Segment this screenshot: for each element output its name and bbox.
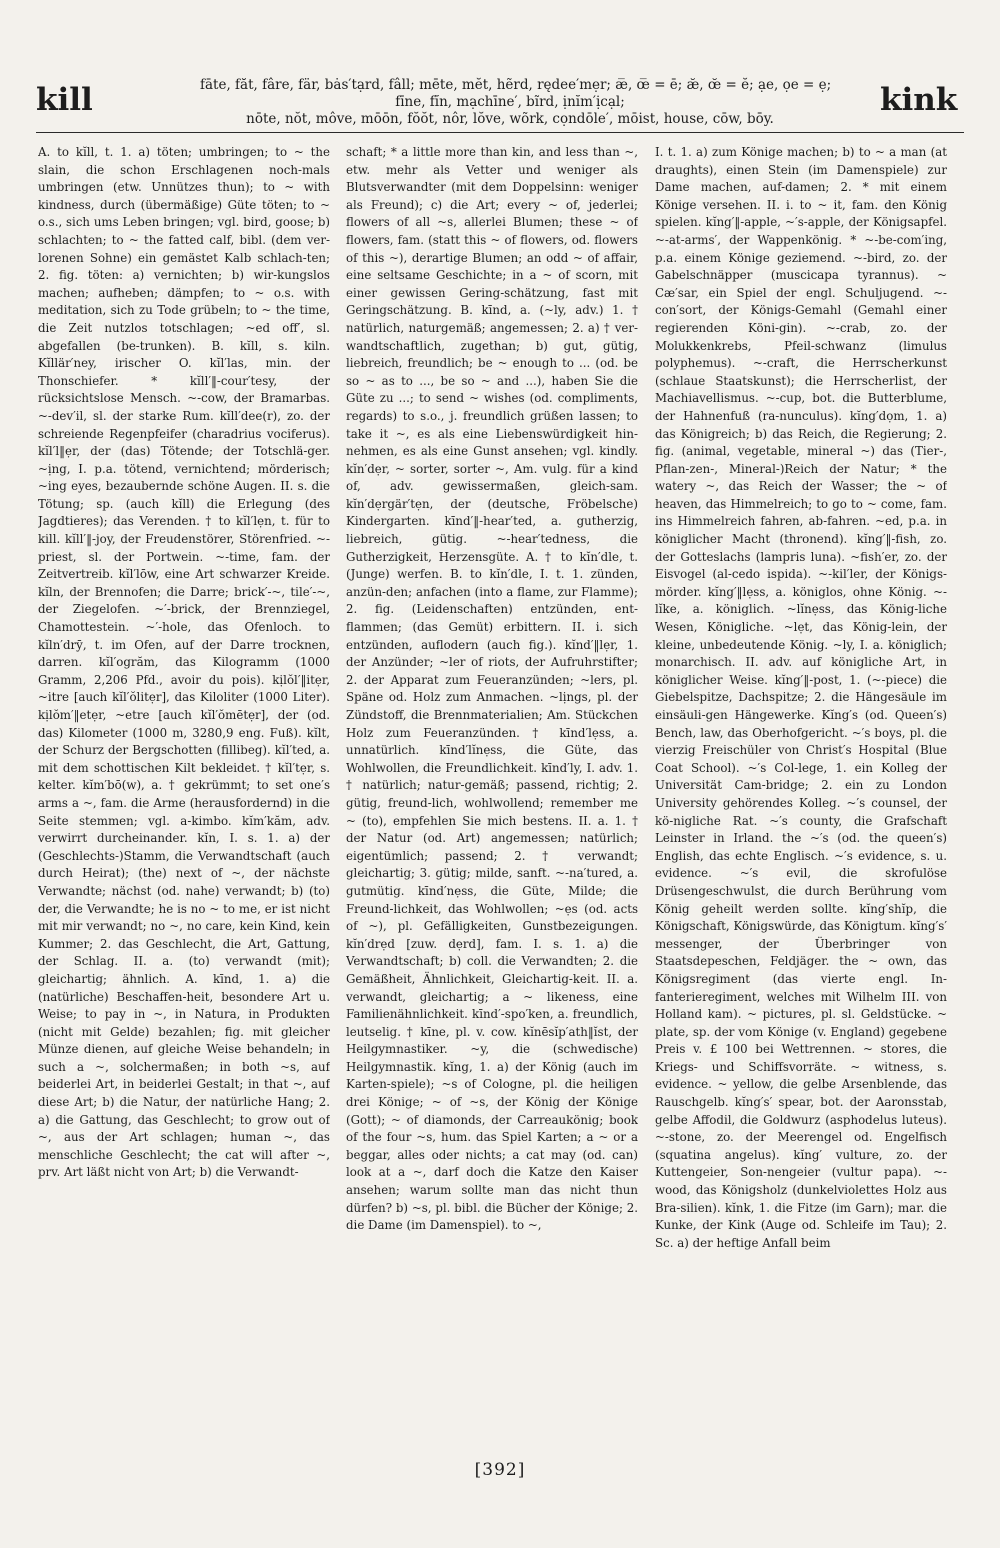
column-2 bbox=[346, 144, 638, 1439]
pronunciation-key-line-1: fāte, făt, fâre, fär, bȧs′tạrd, fâll; mēte, mĕt, hẽrd, rędee′mẹr; æ̅, œ̅ = ē; æ̆, œ̆ = ĕ; ạe, ọe = ẹ; bbox=[200, 77, 832, 93]
header-rule bbox=[36, 132, 964, 133]
pronunciation-key-line-2: fīne, fĭn, mạchīne′, bĩrd, ịnĭm′ịcạl; bbox=[395, 94, 625, 110]
page-number: [392] bbox=[474, 1460, 526, 1480]
right-headword: kink bbox=[880, 82, 958, 118]
column-3-text: I. t. 1. a) zum Könige machen; b) to ~ a man (at draughts), einen Stein (im Damenspiele) zur Dame machen, auf-damen; 2. * mit einem Könige versehen. II. i. to ~ it, fam. den König spielen. kĭng′‖-apple, ~′s-apple, der Königsapfel. ~-at-arms′, der Wappenkönig. * ~-be-com′ing, p.a. einem Könige geziemend. ~-bird, zo. der Gabelschnäpper (muscicapa tyrannus). ~ Cæ′sar, ein Spiel der engl. Schuljugend. ~-con′sort, der Königs-Gemahl (Gemahl einer regierenden Köni-gin). ~-crab, zo. der Molukkenkrebs, Pfeil-schwanz (limulus polyphemus). ~-craft, die Herrscherkunst (schlaue Staatskunst); die Herrscherlist, der Machiavellismus. ~-cup, bot. die Butterblume, der Hahnenfuß (ra-nunculus). kĭng′dọm, 1. a) das Königreich; b) das Reich, die Regierung; 2. fig. (animal, vegetable, mineral ~) das (Tier-, Pflan-zen-, Mineral-)Reich der Natur; * the watery ~, das Reich der Wasser; the ~ of heaven, das Himmelreich; to go to ~ come, fam. ins Himmelreich fahren, ab-fahren. ~ed, p.a. in königlicher Macht (thronend). kĭng′‖-fish, zo. der Gotteslachs (lampris luna). ~fish′er, zo. der Eisvogel (al-cedo ispida). ~-kil′ler, der Königs-mörder. kĭng′‖lẹss, a. königlos, ohne König. ~-lĭke, a. königlich. ~lĭnẹss, das König-liche Wesen, Königliche. ~lẹt, das König-lein, der kleine, unbedeutende König. ~ly, I. a. königlich; monarchisch. II. adv. auf königliche Art, in königlicher Weise. kĭng′‖-post, 1. (~-piece) die Giebelspitze, Dachspitze; 2. die Hängesäule im einsäuli-gen Hängewerke. Kĭng′s (od. Queen′s) Bench, law, das Oberhofgericht. ~′s boys, pl. die vierzig Freischüler von Christ′s Hospital (Blue Coat School). ~′s Col-lege, 1. ein Kolleg der Universität Cam-bridge; 2. ein zu London University gehörendes Kolleg. ~′s counsel, der kö-nigliche Rat. ~′s county, die Grafschaft Leinster in Irland. the ~′s (od. the queen′s) English, das echte Englisch. ~′s evidence, s. u. evidence. ~′s evil, die skrofulöse Drüsengeschwulst, die durch Berührung vom König geheilt werden sollte. kĭng′shĭp, die Königschaft, Königswürde, das Königtum. kĭng′s′ messenger, der Überbringer von Staatsdepeschen, Feldjäger. the ~ own, das Königsregiment (das vierte engl. In-fanterieregiment, welches mit Wilhelm III. von Holland kam). ~ pictures, pl. sl. Geldstücke. ~ plate, sp. der vom Könige (v. England) gegebene Preis v. £ 100 bei Wettrennen. ~ stores, die Kriegs- und Schiffsvorräte. ~ witness, s. evidence. ~ yellow, die gelbe Arsenblende, das Rauschgelb. kĭng′s′ spear, bot. der Aaronsstab, gelbe Affodil, die Goldwurz (asphodelus luteus). ~-stone, zo. der Meerengel od. Engelfisch (squatina angelus). kĭng′ vulture, zo. der Kuttengeier, Son-nengeier (vultur papa). ~-wood, das Königsholz (dunkelviolettes Holz aus Bra-silien). kĭnk, 1. die Fitze (im Garn); mar. die Kunke, der Kink (Auge od. Schleife im Tau); 2. Sc. a) der heftige Anfall beim bbox=[655, 145, 947, 1250]
column-1-text: A. to kĭll, t. 1. a) töten; umbringen; to ~ the slain, die schon Erschlagenen noch-mals umbringen (etw. Unnützes thun); to ~ with kindness, durch (übermäßige) Güte töten; to ~ o.s., sich ums Leben bringen; vgl. bird, goose; b) schlachten; to ~ the fatted calf, bibl. (dem ver-lorenen Sohne) ein gemästet Kalb schlach-ten; 2. fig. töten: a) vernichten; b) wir-kungslos machen; aufheben; dämpfen; to ~ o.s. with meditation, sich zu Tode grübeln; to ~ the time, die Zeit nutzlos totschlagen; ~ed off′, sl. abgefallen (be-trunken). B. kĭll, s. kiln. Kĭllär′ney, irischer O. kĭl′las, min. der Thonschiefer. * kĭll′‖-cour′tesy, der rücksichtslose Mensch. ~-cow, der Bramarbas. ~-dev′il, sl. der starke Rum. kĭll′dee(r), zo. der schreiende Regenpfeifer (charadrius vociferus). kĭl′l‖ẹr, der (das) Tötende; der Totschlä-ger. ~ịng, I. p.a. tötend, vernichtend; mörderisch; ~ing eyes, bezaubernde schöne Augen. II. s. die Tötung; sp. (auch kĭll) die Erlegung (des Jagdtieres); das Verenden. † to kĭl′lẹn, t. für to kill. kĭll′‖-joy, der Freudenstörer, Störenfried. ~-priest, sl. der Portwein. ~-time, fam. der Zeitvertreib. kĭl′lōw, eine Art schwarzer Kreide. kĭln, der Brennofen; die Darre; brick′-~, tile′-~, der Ziegelofen. ~′-brick, der Brennziegel, Chamottestein. ~′-hole, das Ofenloch. to kĭln′drȳ, t. im Ofen, auf der Darre trocknen, darren. kĭl′ogrăm, das Kilogramm (1000 Gramm, 2,206 Pfd., avoir du pois). kịlŏl′‖itẹr, ~itre [auch kĭl′ŏlitẹr], das Kiloliter (1000 Liter). kịlŏm′‖etẹr, ~etre [auch kĭl′ŏmētẹr], der (od. das) Kilometer (1000 m, 3280,9 eng. Fuß). kĭlt, der Schurz der Bergschotten (fillibeg). kĭl′ted, a. mit dem schottischen Kilt bekleidet. † kĭl′tẹr, s. kelter. kĭm′bō(w), a. † gekrümmt; to set one′s arms a ~, fam. die Arme (herausfordernd) in die Seite stemmen; vgl. a-kimbo. kĭm′kăm, adv. verwirrt durcheinander. kĭn, I. s. 1. a) der (Geschlechts-)Stamm, die Verwandtschaft (auch durch Heirat); (the) next of ~, der nächste Verwandte; nächst (od. nahe) verwandt; b) (to) der, die Verwandte; he is no ~ to me, er ist nicht mit mir verwandt; no ~, no care, kein Kind, kein Kummer; 2. das Geschlecht, die Art, Gattung, der Schlag. II. a. (to) verwandt (mit); gleichartig; ähnlich. A. kīnd, 1. a) die (natürliche) Beschaffen-heit, besondere Art u. Weise; to pay in ~, in Natura, in Produkten (nicht mit Gelde) bezahlen; fig. mit gleicher Münze dienen, auf gleiche Weise behandeln; in such a ~, solchermaßen; in both ~s, auf beiderlei Art, in beiderlei Gestalt; in that ~, auf diese Art; b) die Natur, der natürliche Hang; 2. a) die Gattung, das Geschlecht; to grow out of ~, aus der Art schlagen; human ~, das menschliche Geschlecht; the cat will after ~, prv. Art läßt nicht von Art; b) die Verwandt- bbox=[38, 145, 330, 1180]
column-2-text: schaft; * a little more than kin, and less than ~, etw. mehr als Vetter und weniger als Blutsverwandter (mit dem Doppelsinn: weniger als Freund); c) die Art; every ~ of, jederlei; flowers of all ~s, allerlei Blumen; these ~ of flowers, fam. (statt this ~ of flowers, od. flowers of this ~), derartige Blumen; an odd ~ of affair, eine seltsame Geschichte; in a ~ of scorn, mit einer gewissen Gering-schätzung, fast mit Geringschätzung. B. kīnd, a. (~ly, adv.) 1. † natürlich, naturgemäß; angemessen; 2. a) † ver-wandtschaftlich, zugethan; b) gut, gütig, liebreich, freundlich; be ~ enough to ... (od. be so ~ as to ..., be so ~ and ...), haben Sie die Güte zu ...; to send ~ wishes (od. compliments, regards) to s.o., j. freundlich grüßen lassen; to take it ~, es als eine Liebenswürdigkeit hin-nehmen, es als eine Gunst ansehen; vgl. kindly. kĭn′dẹr, ~ sorter, sorter ~, Am. vulg. für a kind of, adv. gewissermaßen, gleich-sam. kĭn′dẹrgär′tẹn, der (deutsche, Fröbelsche) Kindergarten. kīnd′‖-hear′ted, a. gutherzig, liebreich, gütig. ~-hear′tedness, die Gutherzigkeit, Herzensgüte. A. † to kĭn′dle, t. (Junge) werfen. B. to kĭn′dle, I. t. 1. zünden, anzün-den; anfachen (into a flame, zur Flamme); 2. fig. (Leidenschaften) entzünden, ent-flammen; (das Gemüt) erbittern. II. i. sich entzünden, auflodern (auch fig.). kĭnd′‖lẹr, 1. der Anzünder; ~ler of riots, der Aufruhrstifter; 2. der Apparat zum Feueranzünden; ~lers, pl. Späne od. Holz zum Anmachen. ~lịngs, pl. der Zündstoff, die Brennmaterialien; Am. Stückchen Holz zum Feueranzünden. † kīnd′lẹss, a. unnatürlich. kīnd′lĭnẹss, die Güte, das Wohlwollen, die Freundlichkeit. kīnd′ly, I. adv. 1. † natürlich; natur-gemäß; passend, richtig; 2. gütig, freund-lich, wohlwollend; remember me ~ (to), empfehlen Sie mich bestens. II. a. 1. † der Natur (od. Art) angemessen; natürlich; eigentümlich; passend; 2. † verwandt; gleichartig; 3. gütig; milde, sanft. ~-na′tured, a. gutmütig. kīnd′nẹss, die Güte, Milde; die Freund-lichkeit, das Wohlwollen; ~ẹs (od. acts of ~), pl. Gefälligkeiten, Gunstbezeigungen. kĭn′drẹd [zuw. dẹrd], fam. I. s. 1. a) die Verwandtschaft; b) coll. die Verwandten; 2. die Gemäßheit, Ähnlichkeit, Gleichartig-keit. II. a. verwandt, gleichartig; a ~ likeness, eine Familienähnlichkeit. kīnd′-spo′ken, a. freundlich, leutselig. † kīne, pl. v. cow. kĭnēsĭp′ath‖ĭst, der Heilgymnastiker. ~y, die (schwedische) Heilgymnastik. kĭng, 1. a) der König (auch im Karten-spiele); ~s of Cologne, pl. die heiligen drei Könige; ~ of ~s, der König der Könige (Gott); ~ of diamonds, der Carreaukönig; book of the four ~s, hum. das Spiel Karten; a ~ or a beggar, alles oder nichts; a cat may (od. can) look at a ~, darf doch die Katze den Kaiser ansehen; warum sollte man das nicht thun dürfen? b) ~s, pl. bibl. die Bücher der Könige; 2. die Dame (im Damenspiel). to ~, bbox=[346, 145, 638, 1233]
pronunciation-key-line-3: nōte, nŏt, môve, mōōn, fŏŏt, nôr, lŏve, wõrk, cọndōle′, mōist, house, cōw, bōy. bbox=[246, 111, 774, 127]
column-3 bbox=[655, 144, 947, 1439]
left-headword: kill bbox=[36, 82, 93, 118]
column-1 bbox=[38, 144, 330, 1439]
